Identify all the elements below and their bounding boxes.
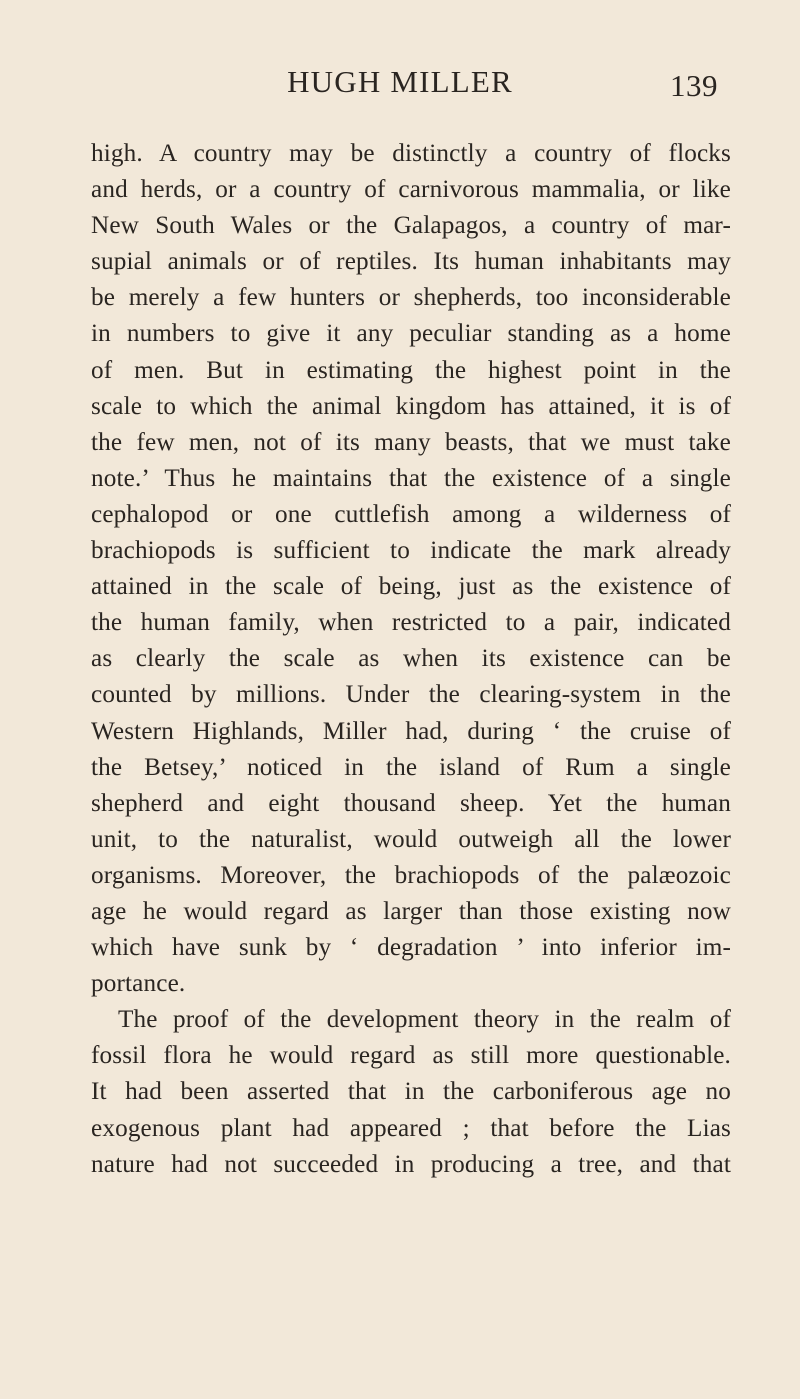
text-line: the Betsey,’ noticed in the island of Rum a single — [91, 753, 731, 781]
text-line: be merely a few hunters or shepherds, too inconsiderable — [91, 284, 731, 312]
text-line: the few men, not of its many beasts, that we must take — [91, 428, 731, 456]
text-line: organisms. Moreover, the brachiopods of the palæozoic — [91, 861, 731, 889]
running-head — [0, 62, 800, 106]
text-line: Western Highlands, Miller had, during ‘ the cruise of — [91, 717, 731, 745]
text-line: The proof of the development theory in the realm of — [118, 1006, 731, 1034]
text-line: high. A country may be distinctly a country of flocks — [91, 140, 731, 167]
text-line: exogenous plant had appeared ; that before the Lias — [91, 1114, 731, 1142]
text-line: portance. — [91, 970, 186, 998]
text-line: unit, to the naturalist, would outweigh all the lower — [91, 825, 731, 853]
running-title: HUGH MILLER — [287, 64, 513, 99]
text-line: counted by millions. Under the clearing-system in the — [91, 681, 731, 709]
text-line: shepherd and eight thousand sheep. Yet the human — [91, 789, 731, 817]
text-line: of men. But in estimating the highest point in the — [91, 356, 731, 384]
page-number: 139 — [670, 68, 718, 103]
text-line: nature had not succeeded in producing a tree, and that — [91, 1150, 731, 1178]
text-line: note.’ Thus he maintains that the existence of a single — [91, 464, 731, 492]
text-line: age he would regard as larger than those existing now — [91, 897, 731, 925]
text-line: brachiopods is sufficient to indicate the mark already — [91, 537, 731, 565]
body-text — [91, 136, 731, 1183]
text-line: and herds, or a country of carnivorous mammalia, or like — [91, 176, 731, 204]
text-line: supial animals or of reptiles. Its human inhabitants may — [91, 248, 731, 276]
text-line: scale to which the animal kingdom has attained, it is of — [91, 392, 731, 420]
text-line: which have sunk by ‘ degradation ’ into inferior im- — [91, 934, 731, 962]
text-line: It had been asserted that in the carboniferous age no — [91, 1078, 731, 1106]
text-line: the human family, when restricted to a pair, indicated — [91, 609, 731, 637]
text-line: as clearly the scale as when its existence can be — [91, 645, 731, 673]
text-line: in numbers to give it any peculiar standing as a home — [91, 320, 731, 348]
text-line: cephalopod or one cuttlefish among a wilderness of — [91, 500, 731, 528]
text-line: attained in the scale of being, just as the existence of — [91, 573, 731, 601]
text-line: fossil flora he would regard as still more questionable. — [91, 1042, 731, 1070]
text-line: New South Wales or the Galapagos, a country of mar- — [91, 212, 731, 240]
